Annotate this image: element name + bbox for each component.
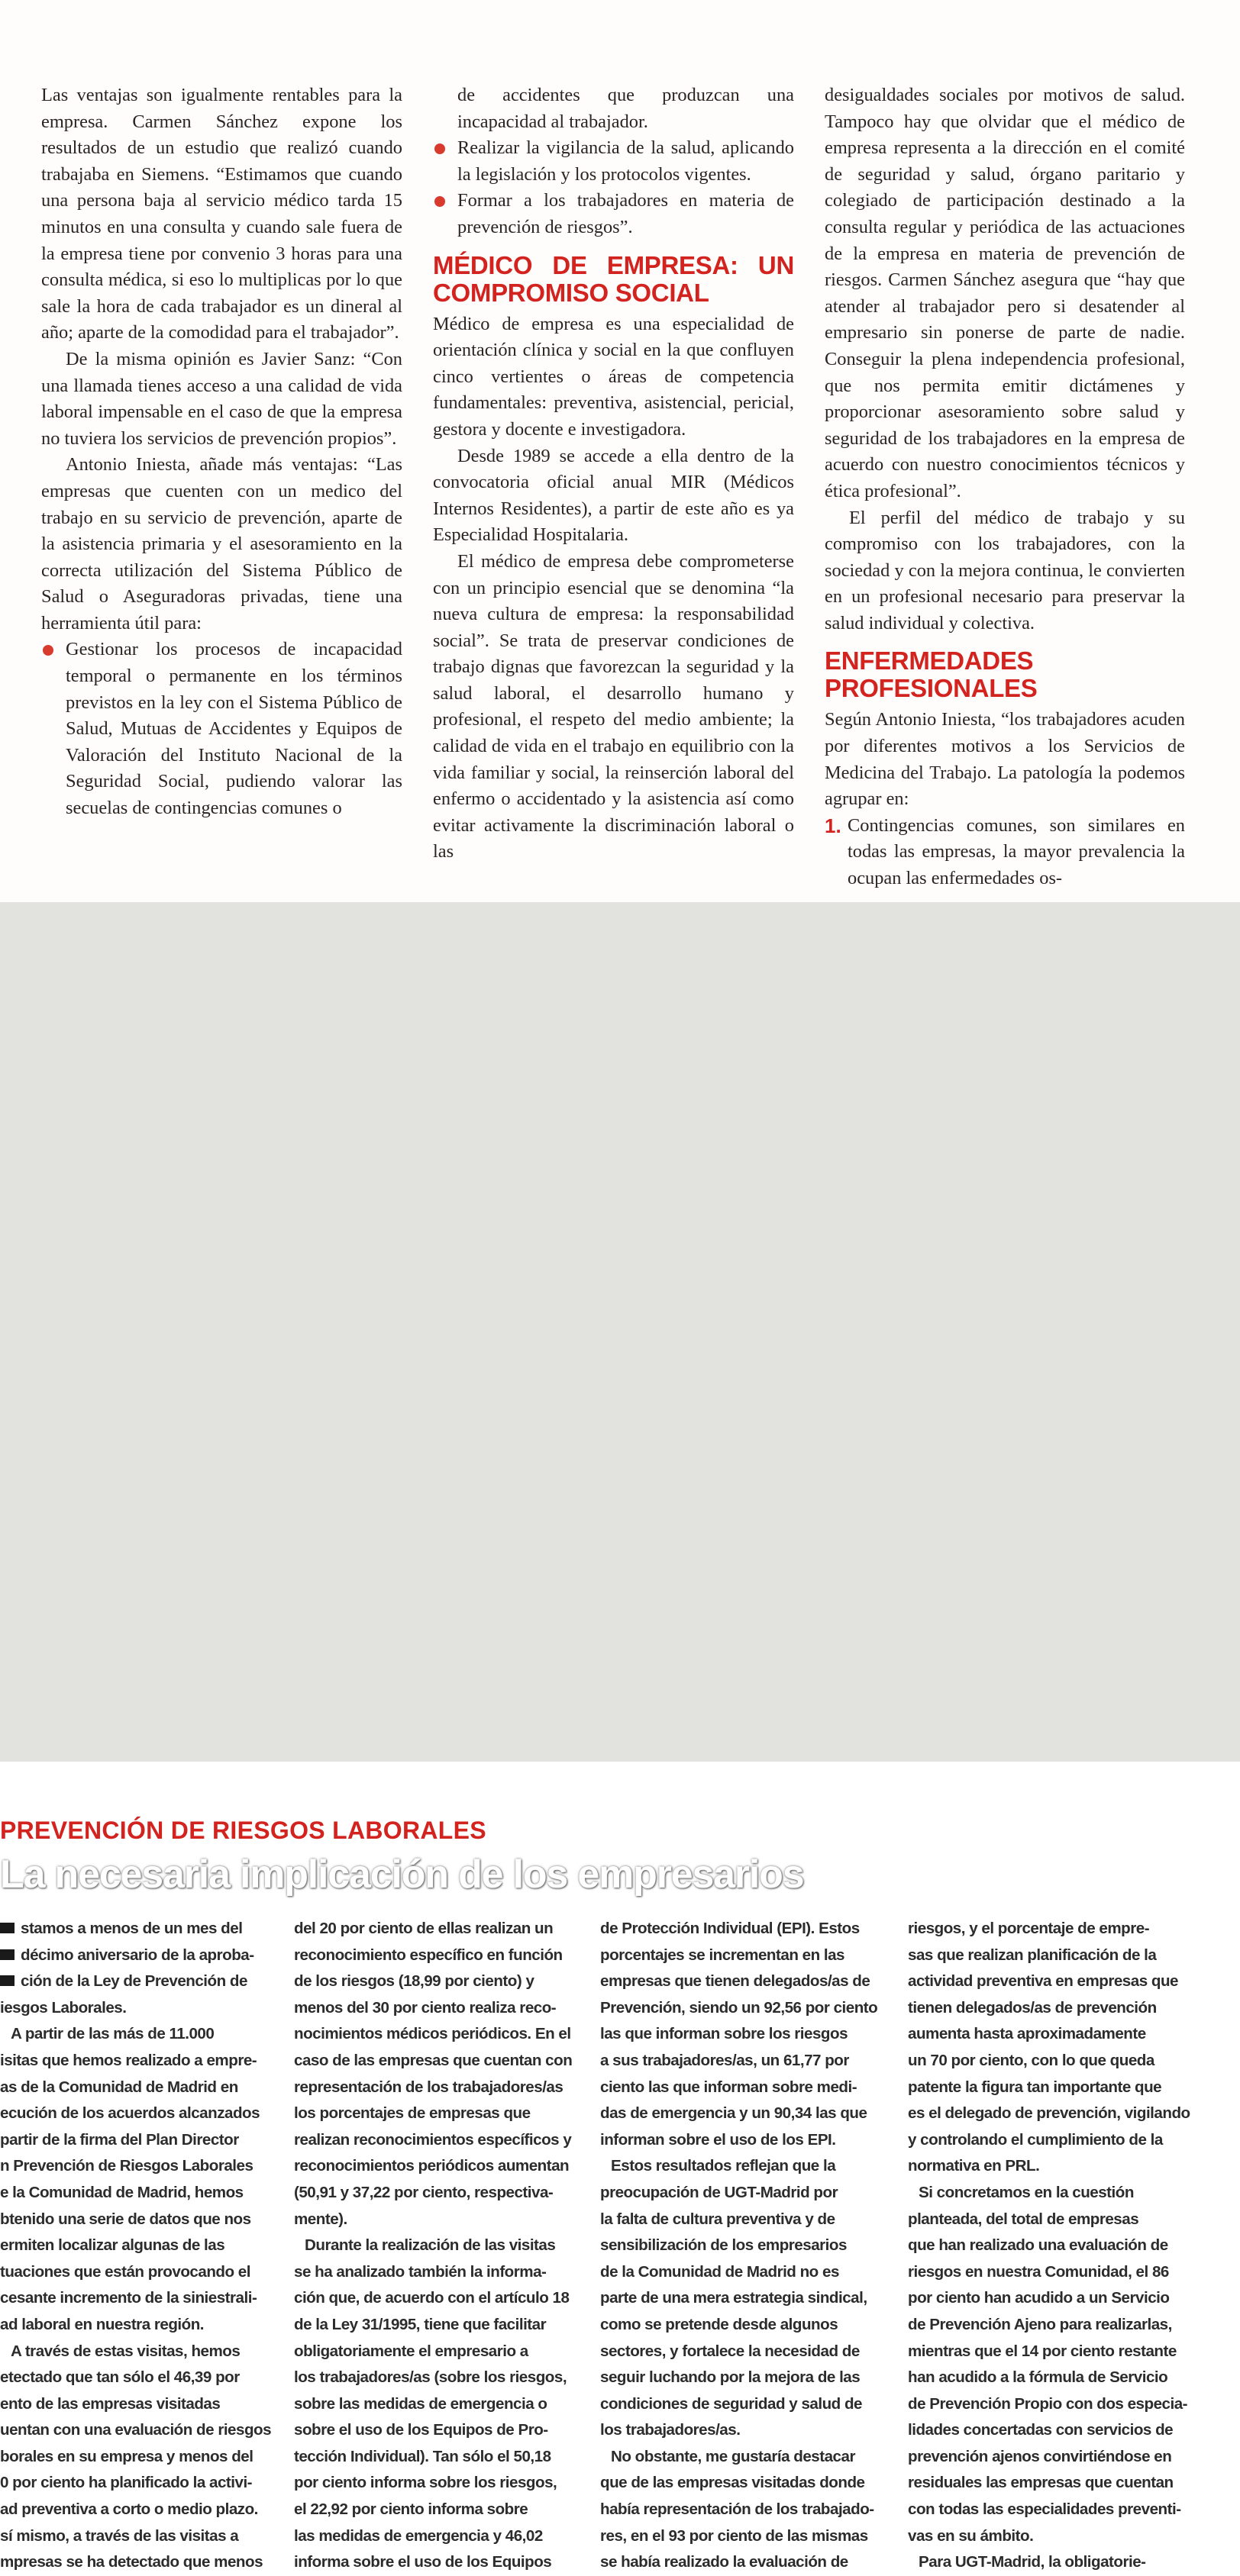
box-line <box>600 2339 883 2365</box>
box-line <box>908 2444 1198 2471</box>
box-line <box>600 2180 883 2207</box>
box-line <box>600 2285 883 2312</box>
box-line-text: riesgos en nuestra Comunidad, el 86 <box>908 2262 1169 2281</box>
box-line <box>0 2127 286 2154</box>
list-item-text: Realizar la vigilancia de la salud, aplicando la legislación y los protocolos vigentes. <box>457 137 794 185</box>
box-line <box>294 2233 576 2259</box>
box-line-text: patente la figura tan importante que <box>908 2078 1162 2096</box>
box-line <box>908 2312 1198 2339</box>
box-column-4 <box>908 1916 1198 2576</box>
box-line-text: por ciento informa sobre los riesgos, <box>294 2474 557 2492</box>
list-item-text: Contingencias comunes, son similares en todas las empresas, la mayor prevalencia la ocupan las enfermedades os- <box>848 814 1185 889</box>
box-line-text: sectores, y fortalece la necesidad de <box>600 2342 860 2360</box>
box-line <box>294 2417 576 2444</box>
box-line-text: mpresas se ha detectado que menos <box>0 2553 263 2571</box>
box-line-text: como se pretende desde algunos <box>600 2315 838 2333</box>
box-line <box>908 2259 1198 2286</box>
box-line <box>600 1916 883 1942</box>
box-line-text: que han realizado una evaluación de <box>908 2236 1168 2255</box>
list-item-text: de accidentes que produzcan una incapacidad al trabajador. <box>457 85 794 132</box>
box-line-text: han acudido a la fórmula de Servicio <box>908 2368 1168 2387</box>
box-line <box>0 2259 286 2286</box>
box-line <box>294 2549 576 2576</box>
box-line <box>908 1916 1198 1942</box>
box-line <box>294 1968 576 1995</box>
box-line-text: había representación de los trabajado- <box>600 2500 874 2519</box>
box-line-text: actividad preventiva en empresas que <box>908 1972 1178 1991</box>
box-line-text: (50,91 y 37,22 por ciento, respectiva- <box>294 2183 554 2201</box>
box-line <box>908 2100 1198 2127</box>
dropcap-block-icon <box>0 1923 15 1933</box>
paragraph: De la misma opinión es Javier Sanz: “Con una llamada tienes acceso a una calidad de vida laboral impensable en el caso de que la empresa no tuviera los servicios de prevención propios”. <box>41 348 402 449</box>
box-line-text: planteada, del total de empresas <box>908 2210 1139 2228</box>
box-line-text: e la Comunidad de Madrid, hemos <box>0 2183 244 2201</box>
box-line <box>0 2285 286 2312</box>
box-line-text: los porcentajes de empresas que <box>294 2104 531 2123</box>
box-line-text: parte de una mera estrategia sindical, <box>600 2289 867 2307</box>
box-line <box>908 2365 1198 2391</box>
box-title: La necesaria implicación de los empresarios <box>0 1852 804 1897</box>
box-line <box>600 1995 883 2022</box>
box-line-text: 0 por ciento ha planificado la activi- <box>0 2474 253 2492</box>
box-line-text: las que informan sobre los riesgos <box>600 2025 848 2043</box>
box-line <box>294 2075 576 2101</box>
box-line <box>908 2470 1198 2497</box>
box-line-text: sensibilización de los empresarios <box>600 2236 847 2255</box>
paragraph: Antonio Iniesta, añade más ventajas: “Las empresas que cuenten con un medico del trabajo en su servicio de prevención, aparte de la asistencia primaria y el asesoramiento en la correcta utilización del Sistema Público de Salud o Aseguradoras privadas, tiene una herramienta útil para: <box>41 454 402 634</box>
paragraph: desigualdades sociales por motivos de salud. Tampoco hay que olvidar que el médico de empresa representa a la dirección en el comité de seguridad y salud, órgano paritario y colegiado de participación destinado a la consulta regular y periódica de las actuaciones de la empresa en materia de prevención de riesgos. Carmen Sánchez asegura que “hay que atender al trabajador pero si desatender al empresario sin ponerse de parte de nadie. Conseguir la plena independencia profesional, que nos permita emitir dictámenes y proporcionar asesoramiento sobre salud y seguridad de los trabajadores en la empresa de acuerdo con nuestro conocimientos técnicos y ética profesional”. <box>825 85 1185 501</box>
box-line <box>294 2153 576 2180</box>
box-line <box>600 2127 883 2154</box>
box-line-text: preocupación de UGT-Madrid por <box>600 2183 838 2201</box>
box-line <box>908 2549 1198 2576</box>
box-line <box>0 2391 286 2418</box>
box-line <box>600 2417 883 2444</box>
box-line-text: tienen delegados/as de prevención <box>908 1998 1157 2017</box>
box-column-1 <box>0 1916 286 2576</box>
list-item-text: Formar a los trabajadores en materia de prevención de riesgos”. <box>457 190 794 237</box>
box-line <box>0 2497 286 2523</box>
box-column-3 <box>600 1916 883 2576</box>
box-line-text: Durante la realización de las visitas <box>305 2236 556 2255</box>
box-line-text: los trabajadores/as. <box>600 2421 741 2439</box>
paragraph: Según Antonio Iniesta, “los trabajadores acuden por diferentes motivos a los Servicios de Medicina del Trabajo. La patología la podemos agrupar en: <box>825 709 1185 810</box>
box-line-text: partir de la firma del Plan Director <box>0 2130 239 2149</box>
box-line <box>0 2075 286 2101</box>
box-line-text: la falta de cultura preventiva y de <box>600 2210 835 2228</box>
box-line <box>908 1995 1198 2022</box>
box-line-text: realizan reconocimientos específicos y <box>294 2130 572 2149</box>
box-line-text: se ha analizado también la informa- <box>294 2262 547 2281</box>
box-line <box>600 1942 883 1969</box>
paragraph: Las ventajas son igualmente rentables para la empresa. Carmen Sánchez expone los resultados de un estudio que realizó cuando trabajaba en Siemens. “Estimamos que cuando una persona baja al servicio médico tarda 15 minutos en una consulta y cuando sale fuera de la empresa tiene por convenio 3 horas para una consulta médica, si eso lo multiplicas por lo que sale la hora de cada trabajador es un dineral al año; aparte de la comodidad para el trabajador”. <box>41 85 402 343</box>
box-line <box>908 2207 1198 2233</box>
box-line <box>294 2444 576 2471</box>
list-item <box>41 637 402 821</box>
box-line <box>600 2365 883 2391</box>
box-line <box>908 2285 1198 2312</box>
box-line <box>908 2075 1198 2101</box>
box-line <box>0 2549 286 2576</box>
box-line <box>0 2470 286 2497</box>
box-line-text: sobre el uso de los Equipos de Pro- <box>294 2421 548 2439</box>
box-line <box>294 2523 576 2550</box>
box-line <box>294 2127 576 2154</box>
bullet-dot-icon <box>434 196 445 207</box>
box-line <box>908 2127 1198 2154</box>
box-line <box>0 2523 286 2550</box>
list-item <box>825 813 1185 892</box>
box-line <box>0 2021 286 2048</box>
box-line-text: No obstante, me gustaría destacar <box>611 2447 855 2465</box>
box-line <box>294 1942 576 1969</box>
box-line-text: A partir de las más de 11.000 <box>11 2025 215 2043</box>
box-line-text: cesante incremento de la siniestrali- <box>0 2289 257 2307</box>
article-column-2 <box>433 82 794 866</box>
box-line <box>0 2207 286 2233</box>
dropcap-block-icon <box>0 1975 15 1986</box>
box-line-text: lidades concertadas con servicios de <box>908 2421 1174 2439</box>
box-line <box>294 2365 576 2391</box>
box-line-text: Prevención, siendo un 92,56 por ciento <box>600 1998 878 2017</box>
box-line <box>0 2417 286 2444</box>
box-line <box>908 2021 1198 2048</box>
box-line-text: vas en su ámbito. <box>908 2526 1034 2545</box>
box-line <box>0 2444 286 2471</box>
article-column-3 <box>825 82 1185 892</box>
box-line-text: porcentajes se incrementan en las <box>600 1946 845 1964</box>
box-line <box>908 2048 1198 2075</box>
box-line-text: stamos a menos de un mes del <box>21 1920 243 1937</box>
box-line <box>0 2153 286 2180</box>
list-item-text: Gestionar los procesos de incapacidad temporal o permanente en los términos previstos en la ley con el Sistema Público de Salud, Mutuas de Accidentes y Equipos de Valoración del Instituto Nacional de la Seguridad Social, pudiendo valorar las secuelas de contingencias comunes o <box>66 639 402 819</box>
box-line <box>908 2497 1198 2523</box>
box-line-text: por ciento han acudido a un Servicio <box>908 2289 1170 2307</box>
box-line-text: res, en el 93 por ciento de las mismas <box>600 2526 868 2545</box>
box-line-text: mente). <box>294 2210 347 2228</box>
box-line <box>908 2417 1198 2444</box>
box-line <box>600 2048 883 2075</box>
box-line <box>294 1995 576 2022</box>
box-line-text: prevención ajenos convirtiéndose en <box>908 2447 1172 2465</box>
box-line-text: sobre las medidas de emergencia o <box>294 2394 547 2413</box>
box-line <box>600 2444 883 2471</box>
box-line-text: reconocimiento específico en función <box>294 1946 563 1964</box>
box-line <box>600 1968 883 1995</box>
box-line-text: iesgos Laborales. <box>0 1998 127 2017</box>
box-line <box>600 2259 883 2286</box>
paragraph: El perfil del médico de trabajo y su compromiso con los trabajadores, con la sociedad y con la mejora continua, le convierten en un profesional necesario para preservar la salud individual y colectiva. <box>825 507 1185 634</box>
box-line-text: ermiten localizar algunas de las <box>0 2236 225 2255</box>
box-line <box>294 2180 576 2207</box>
box-line <box>0 1968 286 1995</box>
box-line-text: as de la Comunidad de Madrid en <box>0 2078 238 2096</box>
box-line <box>600 2497 883 2523</box>
box-line <box>600 2523 883 2550</box>
box-line-text: btenido una serie de datos que nos <box>0 2210 251 2228</box>
box-line <box>908 1942 1198 1969</box>
box-line <box>294 2497 576 2523</box>
box-line-text: décimo aniversario de la aproba- <box>21 1946 254 1964</box>
box-line <box>294 2207 576 2233</box>
paragraph: Médico de empresa es una especialidad de orientación clínica y social en la que confluyen cinco vertientes o áreas de competencia fundamentales: preventiva, asistencial, pericial, gestora y docente e investigadora. <box>433 313 794 440</box>
box-line-text: con todas las especialidades preventi- <box>908 2500 1181 2519</box>
article-upper <box>0 0 1240 902</box>
box-line-text: ciento las que informan sobre medi- <box>600 2078 857 2096</box>
box-line <box>600 2233 883 2259</box>
bullet-dot-icon <box>43 645 53 656</box>
box-line <box>908 2523 1198 2550</box>
box-kicker: PREVENCIÓN DE RIESGOS LABORALES <box>0 1817 486 1844</box>
box-line-text: ción que, de acuerdo con el artículo 18 <box>294 2289 570 2307</box>
box-line <box>600 2391 883 2418</box>
box-line-text: empresas que tienen delegados/as de <box>600 1972 870 1991</box>
box-line <box>600 2312 883 2339</box>
box-line <box>908 2153 1198 2180</box>
box-line <box>908 1968 1198 1995</box>
list-item <box>433 188 794 240</box>
box-line-text: y controlando el cumplimiento de la <box>908 2130 1163 2149</box>
box-line-text: normativa en PRL. <box>908 2157 1040 2175</box>
box-column-2 <box>294 1916 576 2576</box>
box-line-text: aumenta hasta aproximadamente <box>908 2025 1146 2043</box>
box-line-text: informan sobre el uso de los EPI. <box>600 2130 836 2149</box>
box-line-text: que de las empresas visitadas donde <box>600 2474 865 2492</box>
box-line <box>600 2075 883 2101</box>
box-line <box>908 2180 1198 2207</box>
box-line-text: residuales las empresas que cuentan <box>908 2474 1174 2492</box>
box-line <box>0 1995 286 2022</box>
box-line <box>294 2285 576 2312</box>
box-line-text: borales en su empresa y menos del <box>0 2447 253 2465</box>
box-line-text: condiciones de seguridad y salud de <box>600 2394 862 2413</box>
box-line <box>0 2233 286 2259</box>
box-line <box>0 2312 286 2339</box>
box-line-text: das de emergencia y un 90,34 las que <box>600 2104 867 2123</box>
box-line-text: a sus trabajadores/as, un 61,77 por <box>600 2051 849 2069</box>
box-line-text: reconocimientos periódicos aumentan <box>294 2157 570 2175</box>
box-line <box>600 2100 883 2127</box>
box-line-text: A través de estas visitas, hemos <box>11 2342 241 2360</box>
box-line-text: los trabajadores/as (sobre los riesgos, <box>294 2368 567 2387</box>
box-line-text: tuaciones que están provocando el <box>0 2262 250 2281</box>
box-line-text: ción de la Ley de Prevención de <box>21 1972 247 1991</box>
box-line-text: las medidas de emergencia y 46,02 <box>294 2526 543 2545</box>
box-line-text: ad preventiva a corto o medio plazo. <box>0 2500 258 2519</box>
box-line-text: representación de los trabajadores/as <box>294 2078 563 2096</box>
box-line-text: es el delegado de prevención, vigilando <box>908 2104 1190 2123</box>
box-line-text: menos del 30 por ciento realiza reco- <box>294 1998 557 2017</box>
section-heading: ENFERMEDADES PROFESIONALES <box>825 646 1038 703</box>
box-line-text: ad laboral en nuestra región. <box>0 2315 205 2333</box>
box-line-text: riesgos, y el porcentaje de empre- <box>908 1920 1150 1937</box>
box-line-text: tección Individual). Tan sólo el 50,18 <box>294 2447 551 2465</box>
box-line-text: de la Comunidad de Madrid no es <box>600 2262 839 2281</box>
box-line-text: uentan con una evaluación de riesgos <box>0 2421 272 2439</box>
box-line-text: de Prevención Propio con dos especia- <box>908 2394 1188 2413</box>
box-line-text: de Prevención Ajeno para realizarlas, <box>908 2315 1172 2333</box>
paragraph: El médico de empresa debe comprometerse con un principio esencial que se denomina “la nueva cultura de empresa: la responsabilidad social”. Se trata de preservar condiciones de trabajo dignas que favorezcan la seguridad y la salud laboral, el desarrollo humano y profesional, el respeto del medio ambiente; la calidad de vida en el trabajo en equilibrio con la vida familiar y social, la reinserción laboral del enfermo o accidentado y la asistencia así como evitar activamente la discriminación laboral o las <box>433 550 794 862</box>
box-line <box>908 2391 1198 2418</box>
box-line <box>600 2470 883 2497</box>
box-line-text: nocimientos médicos periódicos. En el <box>294 2025 571 2043</box>
box-line-text: un 70 por ciento, con lo que queda <box>908 2051 1154 2069</box>
box-line <box>908 2339 1198 2365</box>
box-line <box>294 2048 576 2075</box>
box-line <box>294 2470 576 2497</box>
box-line <box>0 2339 286 2365</box>
box-line <box>294 2312 576 2339</box>
box-line-text: Para UGT-Madrid, la obligatorie- <box>919 2553 1146 2571</box>
box-line <box>294 2259 576 2286</box>
box-line-text: de Protección Individual (EPI). Estos <box>600 1920 860 1937</box>
box-line <box>0 2365 286 2391</box>
box-line-text: del 20 por ciento de ellas realizan un <box>294 1920 554 1937</box>
section-heading: MÉDICO DE EMPRESA: UN COMPROMISO SOCIAL <box>433 250 794 307</box>
bullet-list <box>41 637 402 821</box>
box-line <box>908 2233 1198 2259</box>
box-line <box>600 2153 883 2180</box>
box-line <box>600 2207 883 2233</box>
box-line-text: Estos resultados reflejan que la <box>611 2157 836 2175</box>
box-line-text: caso de las empresas que cuentan con <box>294 2051 573 2069</box>
bullet-dot-icon <box>434 143 445 154</box>
box-line-text: sí mismo, a través de las visitas a <box>0 2526 239 2545</box>
paragraph: Desde 1989 se accede a ella dentro de la convocatoria oficial anual MIR (Médicos Internos Residentes), a partir de este año es ya Especialidad Hospitalaria. <box>433 445 794 546</box>
box-line-text: seguir luchando por la mejora de las <box>600 2368 861 2387</box>
box-line-text: ecución de los acuerdos alcanzados <box>0 2104 260 2123</box>
box-line-text: obligatoriamente el empresario a <box>294 2342 528 2360</box>
box-line <box>0 2180 286 2207</box>
box-line <box>294 1916 576 1942</box>
box-line <box>0 2048 286 2075</box>
box-line-text: sas que realizan planificación de la <box>908 1946 1157 1964</box>
box-line-text: de la Ley 31/1995, tiene que facilitar <box>294 2315 547 2333</box>
box-line-text: isitas que hemos realizado a empre- <box>0 2051 257 2069</box>
dropcap-block-icon <box>0 1949 15 1960</box>
box-line <box>294 2339 576 2365</box>
article-column-1 <box>41 82 402 822</box>
box-line-text: el 22,92 por ciento informa sobre <box>294 2500 528 2519</box>
box-line <box>294 2391 576 2418</box>
list-item <box>433 135 794 188</box>
box-line-text: etectado que tan sólo el 46,39 por <box>0 2368 240 2387</box>
box-line-text: de los riesgos (18,99 por ciento) y <box>294 1972 534 1991</box>
list-number: 1. <box>825 814 841 837</box>
list-item <box>433 82 794 135</box>
box-line-text: se había realizado la evaluación de <box>600 2553 848 2571</box>
box-line-text: ento de las empresas visitadas <box>0 2394 221 2413</box>
box-line <box>294 2100 576 2127</box>
box-line-text: informa sobre el uso de los Equipos <box>294 2553 552 2571</box>
box-line <box>294 2021 576 2048</box>
box-line <box>600 2021 883 2048</box>
bullet-list <box>433 82 794 241</box>
box-line-text: mientras que el 14 por ciento restante <box>908 2342 1177 2360</box>
box-line <box>0 1916 286 1942</box>
bullet-list <box>825 813 1185 892</box>
box-line-text: Si concretamos en la cuestión <box>919 2183 1134 2201</box>
box-line-text: n Prevención de Riesgos Laborales <box>0 2157 253 2175</box>
box-line <box>0 1942 286 1969</box>
box-line <box>0 2100 286 2127</box>
box-line <box>600 2549 883 2576</box>
